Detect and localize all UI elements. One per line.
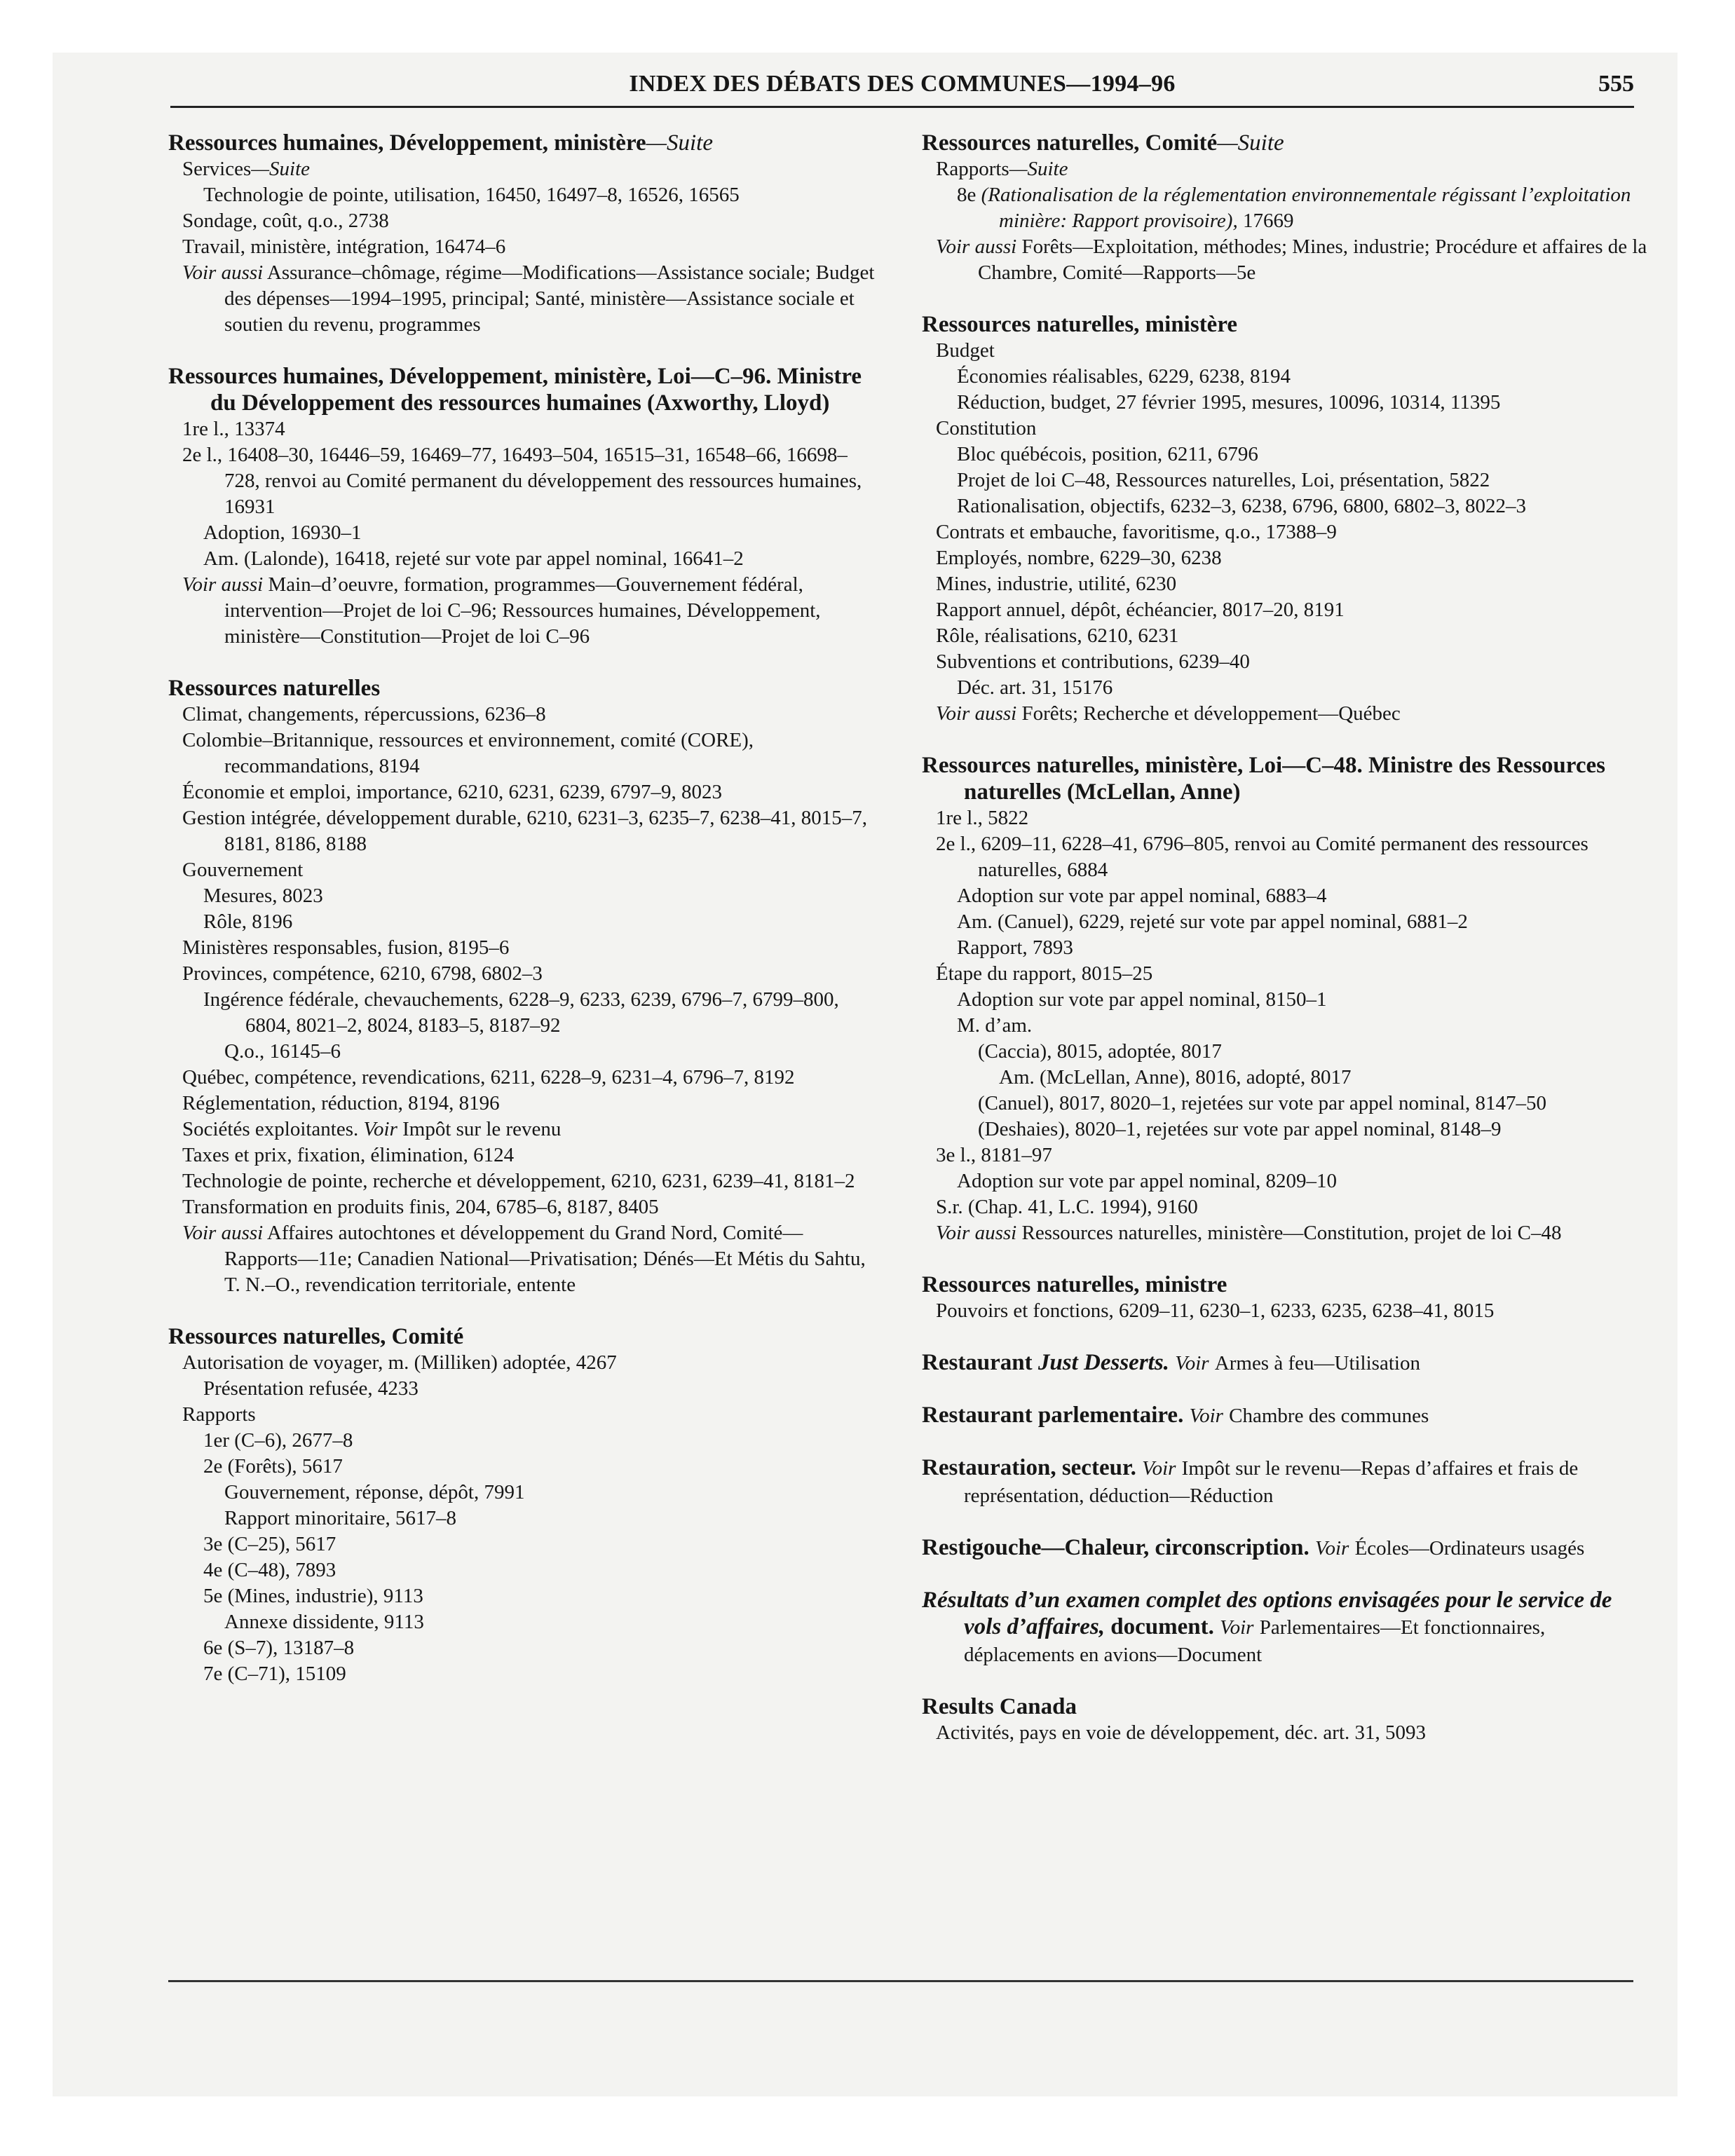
subentry: Q.o., 16145–6 bbox=[224, 1040, 341, 1063]
subentry: Colombie–Britannique, ressources et environnement, comité (CORE), recommandations, 8194 bbox=[182, 729, 754, 777]
subentry: 1er (C–6), 2677–8 bbox=[203, 1429, 353, 1452]
index-entry bbox=[922, 311, 1651, 727]
subentry: 8e (Rationalisation de la réglementation environnementale régissant l’exploitation minière: Rapport provisoire), 17669 bbox=[957, 184, 1631, 232]
subentry: Pouvoirs et fonctions, 6209–11, 6230–1, 6233, 6235, 6238–41, 8015 bbox=[936, 1299, 1495, 1322]
subentry: S.r. (Chap. 41, L.C. 1994), 9160 bbox=[936, 1196, 1198, 1218]
index-entry bbox=[922, 1349, 1651, 1377]
subentry: Employés, nombre, 6229–30, 6238 bbox=[936, 547, 1222, 569]
subentry: Technologie de pointe, utilisation, 16450, 16497–8, 16526, 16565 bbox=[203, 184, 740, 206]
subentry: Adoption sur vote par appel nominal, 6883–4 bbox=[957, 885, 1327, 907]
subentry: 3e l., 8181–97 bbox=[936, 1144, 1052, 1166]
running-title: INDEX DES DÉBATS DES COMMUNES—1994–96 bbox=[629, 71, 1176, 97]
subentry: 2e (Forêts), 5617 bbox=[203, 1455, 343, 1478]
subentry: Rapports bbox=[182, 1403, 256, 1426]
subentry: Contrats et embauche, favoritisme, q.o., 17388–9 bbox=[936, 521, 1337, 543]
subentry: Mines, industrie, utilité, 6230 bbox=[936, 573, 1177, 595]
see-also: Voir aussi Assurance–chômage, régime—Modifications—Assistance sociale; Budget des dépenses—1994–1995, principal; Santé, ministère—Assistance sociale et soutien du revenu, programmes bbox=[182, 261, 875, 336]
subentry: Am. (Lalonde), 16418, rejeté sur vote par appel nominal, 16641–2 bbox=[203, 547, 744, 570]
subentry: Projet de loi C–48, Ressources naturelles, Loi, présentation, 5822 bbox=[957, 469, 1490, 491]
subentry: Rôle, réalisations, 6210, 6231 bbox=[936, 625, 1179, 647]
page-number: 555 bbox=[1598, 71, 1634, 97]
subentry: Travail, ministère, intégration, 16474–6 bbox=[182, 236, 506, 258]
index-entry bbox=[922, 1693, 1651, 1746]
index-entry bbox=[922, 1534, 1651, 1562]
entry-heading: Ressources naturelles, ministre bbox=[922, 1272, 1227, 1297]
see-also: Voir aussi Main–d’oeuvre, formation, programmes—Gouvernement fédéral, intervention—Projet de loi C–96; Ressources humaines, Développement, ministère—Constitution—Projet de loi C–96 bbox=[182, 573, 821, 648]
see-also: Voir aussi Ressources naturelles, ministère—Constitution, projet de loi C–48 bbox=[936, 1222, 1562, 1244]
entry-heading: Restigouche—Chaleur, circonscription. Voir Écoles—Ordinateurs usagés bbox=[922, 1535, 1585, 1560]
index-entry bbox=[168, 1323, 876, 1687]
subentry: Taxes et prix, fixation, élimination, 6124 bbox=[182, 1144, 515, 1166]
subentry: Sondage, coût, q.o., 2738 bbox=[182, 210, 389, 232]
subentry: Am. (Canuel), 6229, rejeté sur vote par appel nominal, 6881–2 bbox=[957, 910, 1468, 933]
scanned-page bbox=[53, 53, 1678, 2096]
index-entry bbox=[168, 130, 876, 338]
entry-heading: Ressources naturelles bbox=[168, 676, 381, 701]
entry-heading: Ressources naturelles, ministère, Loi—C–48. Ministre des Ressources naturelles (McLellan, Anne) bbox=[922, 753, 1605, 805]
index-entry bbox=[922, 1454, 1651, 1509]
index-entry bbox=[168, 363, 876, 650]
subentry: Rapport minoritaire, 5617–8 bbox=[224, 1507, 457, 1529]
entry-heading: Résultats d’un examen complet des options envisagées pour le service de vols d’affaires, document. Voir Parlementaires—Et fonctionnaires, déplacements en avions—Document bbox=[922, 1588, 1612, 1666]
see-also: Voir aussi Forêts; Recherche et développement—Québec bbox=[936, 702, 1401, 725]
subentry: Subventions et contributions, 6239–40 bbox=[936, 650, 1250, 673]
entry-heading: Ressources naturelles, Comité bbox=[168, 1324, 464, 1349]
index-entry bbox=[922, 1587, 1651, 1668]
subentry: 2e l., 6209–11, 6228–41, 6796–805, renvoi au Comité permanent des ressources naturelles, 6884 bbox=[936, 833, 1588, 881]
subentry: Climat, changements, répercussions, 6236–8 bbox=[182, 703, 546, 725]
subentry: Services—Suite bbox=[182, 158, 311, 180]
index-entry bbox=[922, 1271, 1651, 1324]
page-header bbox=[170, 67, 1634, 108]
subentry: Technologie de pointe, recherche et développement, 6210, 6231, 6239–41, 8181–2 bbox=[182, 1170, 855, 1192]
subentry: Provinces, compétence, 6210, 6798, 6802–3 bbox=[182, 962, 543, 985]
subentry: Rapports—Suite bbox=[936, 158, 1068, 180]
subentry: Économies réalisables, 6229, 6238, 8194 bbox=[957, 365, 1291, 388]
subentry: Activités, pays en voie de développement, déc. art. 31, 5093 bbox=[936, 1721, 1427, 1744]
subentry: Budget bbox=[936, 339, 995, 362]
subentry: Déc. art. 31, 15176 bbox=[957, 676, 1113, 699]
subentry: Adoption sur vote par appel nominal, 8150–1 bbox=[957, 988, 1327, 1011]
subentry: Gestion intégrée, développement durable, 6210, 6231–3, 6235–7, 6238–41, 8015–7, 8181, 8186, 8188 bbox=[182, 807, 867, 855]
subentry: Rapport annuel, dépôt, échéancier, 8017–20, 8191 bbox=[936, 599, 1345, 621]
subentry: Étape du rapport, 8015–25 bbox=[936, 962, 1153, 985]
subentry: Ministères responsables, fusion, 8195–6 bbox=[182, 936, 510, 959]
subentry: Ingérence fédérale, chevauchements, 6228–9, 6233, 6239, 6796–7, 6799–800, 6804, 8021–2, 8024, 8183–5, 8187–92 bbox=[203, 988, 839, 1037]
see-also: Voir aussi Forêts—Exploitation, méthodes; Mines, industrie; Procédure et affaires de la Chambre, Comité—Rapports—5e bbox=[936, 236, 1647, 284]
left-column bbox=[168, 130, 876, 1697]
index-entry bbox=[922, 130, 1651, 286]
subentry: 7e (C–71), 15109 bbox=[203, 1663, 346, 1685]
entry-heading: Results Canada bbox=[922, 1694, 1077, 1719]
subentry: Gouvernement bbox=[182, 859, 304, 881]
subentry: Am. (McLellan, Anne), 8016, adopté, 8017 bbox=[999, 1066, 1352, 1089]
subentry: 5e (Mines, industrie), 9113 bbox=[203, 1585, 423, 1607]
subentry: 4e (C–48), 7893 bbox=[203, 1559, 336, 1581]
subentry: Rôle, 8196 bbox=[203, 910, 293, 933]
subentry: Mesures, 8023 bbox=[203, 885, 323, 907]
entry-heading: Ressources naturelles, ministère bbox=[922, 312, 1238, 337]
right-column bbox=[922, 130, 1651, 1756]
entry-heading: Ressources humaines, Développement, ministère, Loi—C–96. Ministre du Développement des ressources humaines (Axworthy, Lloyd) bbox=[168, 364, 862, 416]
index-entry bbox=[922, 1402, 1651, 1429]
index-entry bbox=[168, 675, 876, 1298]
subentry: Québec, compétence, revendications, 6211, 6228–9, 6231–4, 6796–7, 8192 bbox=[182, 1066, 795, 1089]
subentry: Annexe dissidente, 9113 bbox=[224, 1611, 424, 1633]
subentry: Transformation en produits finis, 204, 6785–6, 8187, 8405 bbox=[182, 1196, 659, 1218]
subentry: Adoption sur vote par appel nominal, 8209–10 bbox=[957, 1170, 1338, 1192]
subentry: 1re l., 5822 bbox=[936, 807, 1029, 829]
entry-heading: Restaurant Just Desserts. Voir Armes à feu—Utilisation bbox=[922, 1350, 1420, 1375]
entry-heading: Restaurant parlementaire. Voir Chambre des communes bbox=[922, 1403, 1429, 1428]
subentry: Bloc québécois, position, 6211, 6796 bbox=[957, 443, 1258, 465]
subentry: (Caccia), 8015, adoptée, 8017 bbox=[978, 1040, 1222, 1063]
subentry: Rapport, 7893 bbox=[957, 936, 1073, 959]
footer-rule bbox=[168, 1980, 1633, 1982]
subentry: Constitution bbox=[936, 417, 1037, 439]
subentry: 2e l., 16408–30, 16446–59, 16469–77, 16493–504, 16515–31, 16548–66, 16698–728, renvoi au Comité permanent du développement des ressources humaines, 16931 bbox=[182, 444, 862, 518]
subentry: Rationalisation, objectifs, 6232–3, 6238, 6796, 6800, 6802–3, 8022–3 bbox=[957, 495, 1526, 517]
subentry: 1re l., 13374 bbox=[182, 418, 285, 440]
subentry: Réduction, budget, 27 février 1995, mesures, 10096, 10314, 11395 bbox=[957, 391, 1501, 414]
index-entry bbox=[922, 752, 1651, 1246]
subentry: M. d’am. bbox=[957, 1014, 1033, 1037]
subentry: Présentation refusée, 4233 bbox=[203, 1377, 419, 1400]
subentry: Réglementation, réduction, 8194, 8196 bbox=[182, 1092, 500, 1114]
subentry: (Canuel), 8017, 8020–1, rejetées sur vote par appel nominal, 8147–50 bbox=[978, 1092, 1546, 1114]
subentry: 3e (C–25), 5617 bbox=[203, 1533, 336, 1555]
entry-heading: Ressources naturelles, Comité—Suite bbox=[922, 130, 1284, 156]
subentry: Adoption, 16930–1 bbox=[203, 521, 362, 544]
subentry: Économie et emploi, importance, 6210, 6231, 6239, 6797–9, 8023 bbox=[182, 781, 722, 803]
subentry: (Deshaies), 8020–1, rejetées sur vote par appel nominal, 8148–9 bbox=[978, 1118, 1502, 1140]
subentry: Sociétés exploitantes. Voir Impôt sur le revenu bbox=[182, 1118, 562, 1140]
subentry: Autorisation de voyager, m. (Milliken) adoptée, 4267 bbox=[182, 1351, 617, 1374]
subentry: 6e (S–7), 13187–8 bbox=[203, 1637, 355, 1659]
entry-heading: Restauration, secteur. Voir Impôt sur le revenu—Repas d’affaires et frais de représentation, déduction—Réduction bbox=[922, 1455, 1579, 1507]
entry-heading: Ressources humaines, Développement, ministère—Suite bbox=[168, 130, 713, 156]
subentry: Gouvernement, réponse, dépôt, 7991 bbox=[224, 1481, 525, 1503]
see-also: Voir aussi Affaires autochtones et développement du Grand Nord, Comité—Rapports—11e; Canadien National—Privatisation; Dénés—Et Métis du Sahtu, T. N.–O., revendication territoriale, entente bbox=[182, 1222, 866, 1296]
